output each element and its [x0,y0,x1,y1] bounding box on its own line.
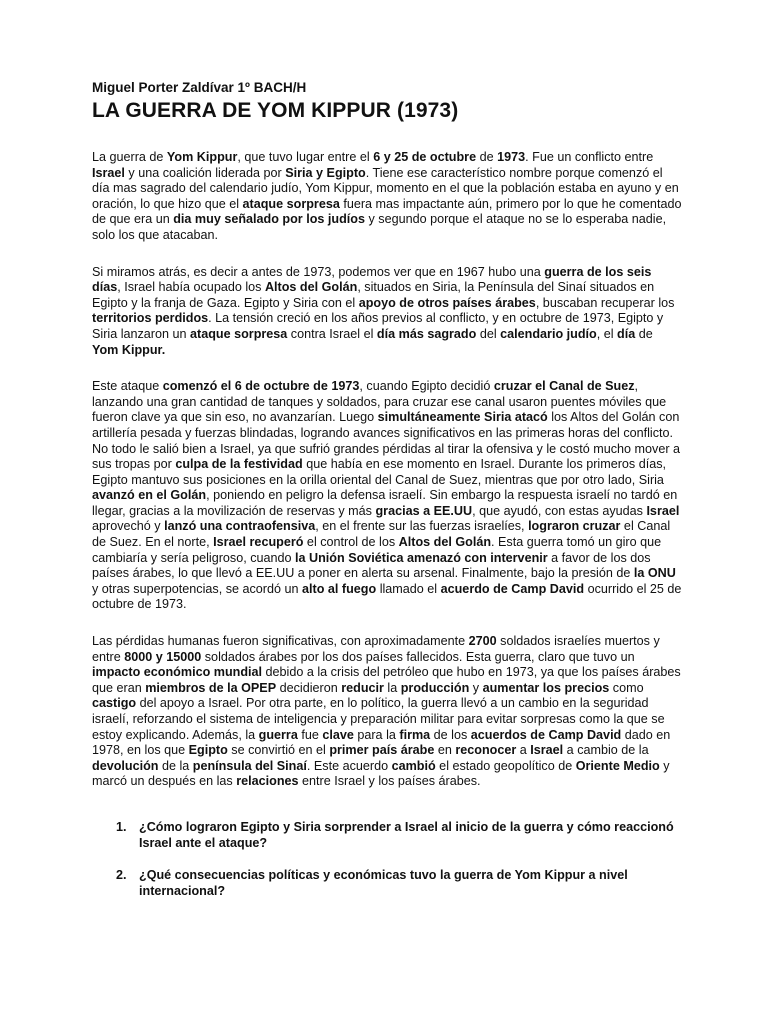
paragraph-intro [92,150,682,244]
text-run: , buscaban recuperar los [535,295,675,310]
text-run: dado en 1978, en los que [92,727,671,758]
bold-run: castigo [92,696,137,711]
text-run: . Esta guerra tomó un giro que cambiaría y sería peligroso, cuando [92,535,662,565]
author-line: Miguel Porter Zaldívar 1º BACH/H [92,80,307,95]
question-number: 2. [116,867,127,882]
text-run: en [434,743,456,758]
text-run: para la [353,727,400,742]
bold-run: miembros de la OPEP [145,680,277,695]
bold-run: culpa de la festividad [175,457,303,472]
bold-run: guerra de los seis días [92,264,652,295]
text-run: , lanzando una gran cantidad de tanques y soldados, para cruzar ese canal usaron puentes móviles que fueron clave ya que sin eso, no avanzarían. Luego [92,379,667,425]
bold-run: aumentar los precios [482,680,610,695]
bold-run: Siria y Egipto [285,165,366,180]
bold-run: 8000 y 15000 [124,649,202,664]
bold-run: alto al fuego [302,581,377,596]
text-run: como [609,680,644,695]
bold-run: guerra [258,727,298,742]
bold-run: acuerdo de Camp David [440,581,585,596]
text-run: Este ataque [92,379,163,394]
text-run: , en el frente sur las fuerzas israelíes, [315,519,529,534]
text-run: del apoyo a Israel. Por otra parte, en lo político, la guerra llevó a un cambio en la seguridad israelí, reforzando el sistema de inteligencia y preparación militar para evitar sorpresas como la que se estoy explicando. Además, la [92,696,665,742]
text-run: , que ayudó, con estas ayudas [472,503,647,518]
text-run: , el [596,326,618,341]
text-run: ocurrido el 25 de octubre de 1973. [92,581,682,612]
text-run: . Este acuerdo [306,758,392,773]
text-run: de [635,326,653,341]
text-run: contra Israel el [287,326,377,341]
text-run: soldados israelíes muertos y entre [92,634,660,664]
text-run: el estado geopolítico de [435,758,576,773]
text-run: La guerra de [92,150,167,164]
paragraph-consequences [92,634,682,790]
text-run: se convirtió en el [227,743,330,758]
bold-run: acuerdos de Camp David [470,727,622,742]
bold-run: Altos del Golán [264,280,358,295]
text-run: a cambio de la [563,743,649,758]
bold-run: 6 y 25 de octubre [373,150,477,164]
bold-run: clave [322,727,354,742]
text-run: del [476,326,501,341]
text-run: llamado el [376,581,441,596]
text-run: y otras superpotencias, se acordó un [92,581,303,596]
text-run: entre Israel y los países árabes. [298,774,481,789]
text-run: . Fue un conflicto entre [525,150,654,164]
bold-run: devolución [92,758,159,773]
bold-run: primer país árabe [329,743,435,758]
bold-run: Israel recuperó [213,535,304,550]
bold-run: ataque sorpresa [242,196,340,211]
text-run: los Altos del Golán con artillería pesada y fuerzas blindadas, logrando avances significativos en las primeras horas del conflicto. No todo le salió bien a Israel, ya que sufrió grandes pérdidas al tirar la ofensiva y le costó mucho mover a sus tropas por [92,410,681,472]
bold-run: calendario judío [500,326,597,341]
bold-run: relaciones [236,774,299,789]
bold-run: ataque sorpresa [190,326,288,341]
text-run: . La tensión creció en los años previos al conflicto, y en octubre de 1973, Egipto y Siria lanzaron un [92,311,664,341]
text-run: y [469,680,483,695]
bold-run: cambió [391,758,436,773]
text-run: de [476,150,498,164]
text-run: , Israel había ocupado los [117,280,265,295]
bold-run: península del Sinaí [192,758,307,773]
text-run: a [516,743,531,758]
bold-run: Altos del Golán [398,535,492,550]
bold-run: reconocer [455,743,517,758]
bold-run: día más sagrado [376,326,477,341]
text-run: y segundo porque el ataque no se lo esperaba nadie, solo los que atacaban. [92,212,667,242]
text-run: fuera mas impactante aún, primero por lo que he comentado de que era un [92,196,682,227]
bold-run: 1973 [497,150,526,164]
text-run: el Canal de Suez. En el norte, [92,519,671,550]
text-run: debido a la crisis del petróleo que hubo en 1973, ya que los países árabes que eran [92,665,681,695]
bold-run: impacto económico mundial [92,665,263,680]
paragraph-attack [92,379,682,613]
text-run: el control de los [303,535,399,550]
question-text: ¿Qué consecuencias políticas y económicas tuvo la guerra de Yom Kippur a nivel internacional? [139,867,628,898]
text-run: de la [158,758,193,773]
bold-run: avanzó en el Golán [92,488,207,503]
bold-run: día [617,326,636,341]
text-run: decidieron [276,680,342,695]
bold-run: producción [400,680,470,695]
bold-run: dia muy señalado por los judíos [173,212,365,227]
bold-run: comenzó el 6 de octubre de 1973 [162,379,360,394]
bold-run: Yom Kippur [166,150,238,164]
question-number: 1. [116,819,127,834]
text-run: y una coalición liderada por [124,165,286,180]
bold-run: cruzar el Canal de Suez [493,379,635,394]
text-run: , poniendo en peligro la defensa israelí. Sin embargo la respuesta israelí no tardó en llegar, gracias a la movilización de reservas y más [92,488,678,518]
document-title: LA GUERRA DE YOM KIPPUR (1973) [92,99,459,122]
bold-run: lanzó una contraofensiva [164,519,316,534]
text-run: soldados árabes por los dos países fallecidos. Esta guerra, claro que tuvo un [201,649,635,664]
bold-run: Israel [646,503,680,518]
bold-run: la ONU [633,566,676,581]
bold-run: simultáneamente Siria atacó [377,410,548,425]
questions-list [92,819,682,899]
text-run: aprovechó y [92,519,165,534]
text-run: . Tiene ese característico nombre porque comenzó el día mas sagrado del calendario judío, Yom Kippur, momento en el que la población estaba en ayuno y en oración, lo que hizo que el [92,165,679,211]
text-run: Si miramos atrás, es decir a antes de 1973, podemos ver que en 1967 hubo una [92,264,545,279]
text-run: Las pérdidas humanas fueron significativas, con aproximadamente [92,634,469,649]
bold-run: 2700 [468,634,497,649]
question-item [92,867,682,899]
bold-run: firma [399,727,431,742]
bold-run: territorios perdidos [92,311,209,326]
bold-run: la Unión Soviética amenazó con intervenir [295,550,548,565]
text-run: , situados en Siria, la Península del Sinaí situados en Egipto y la franja de Gaza. Egipto y Siria con el [92,280,655,310]
bold-run: Yom Kippur. [92,342,166,357]
text-run: y marcó un después en las [92,758,670,789]
question-item [92,819,682,851]
text-run: de los [430,727,471,742]
text-run: a favor de los dos países árabes, lo que llevó a EE.UU a poner en alerta su arsenal. Finalmente, bajo la presión de [92,550,651,581]
bold-run: Egipto [188,743,228,758]
text-run: la [383,680,401,695]
bold-run: Israel [530,743,564,758]
text-run: , cuando Egipto decidió [359,379,494,394]
text-run: que había en ese momento en Israel. Durante los primeros días, Egipto mantuvo sus posiciones en la orilla oriental del Canal de Suez, mientras que por otro lado, Siria [92,457,667,487]
bold-run: Oriente Medio [575,758,660,773]
text-run: , que tuvo lugar entre el [237,150,374,164]
question-text: ¿Cómo lograron Egipto y Siria sorprender a Israel al inicio de la guerra y cómo reaccionó Israel ante el ataque? [139,819,674,850]
paragraph-background [92,265,682,359]
bold-run: Israel [92,165,125,180]
bold-run: gracias a EE.UU [375,503,473,518]
bold-run: reducir [341,680,384,695]
document-page [92,80,682,915]
bold-run: lograron cruzar [528,519,621,534]
text-run: fue [297,727,323,742]
bold-run: apoyo de otros países árabes [358,295,536,310]
